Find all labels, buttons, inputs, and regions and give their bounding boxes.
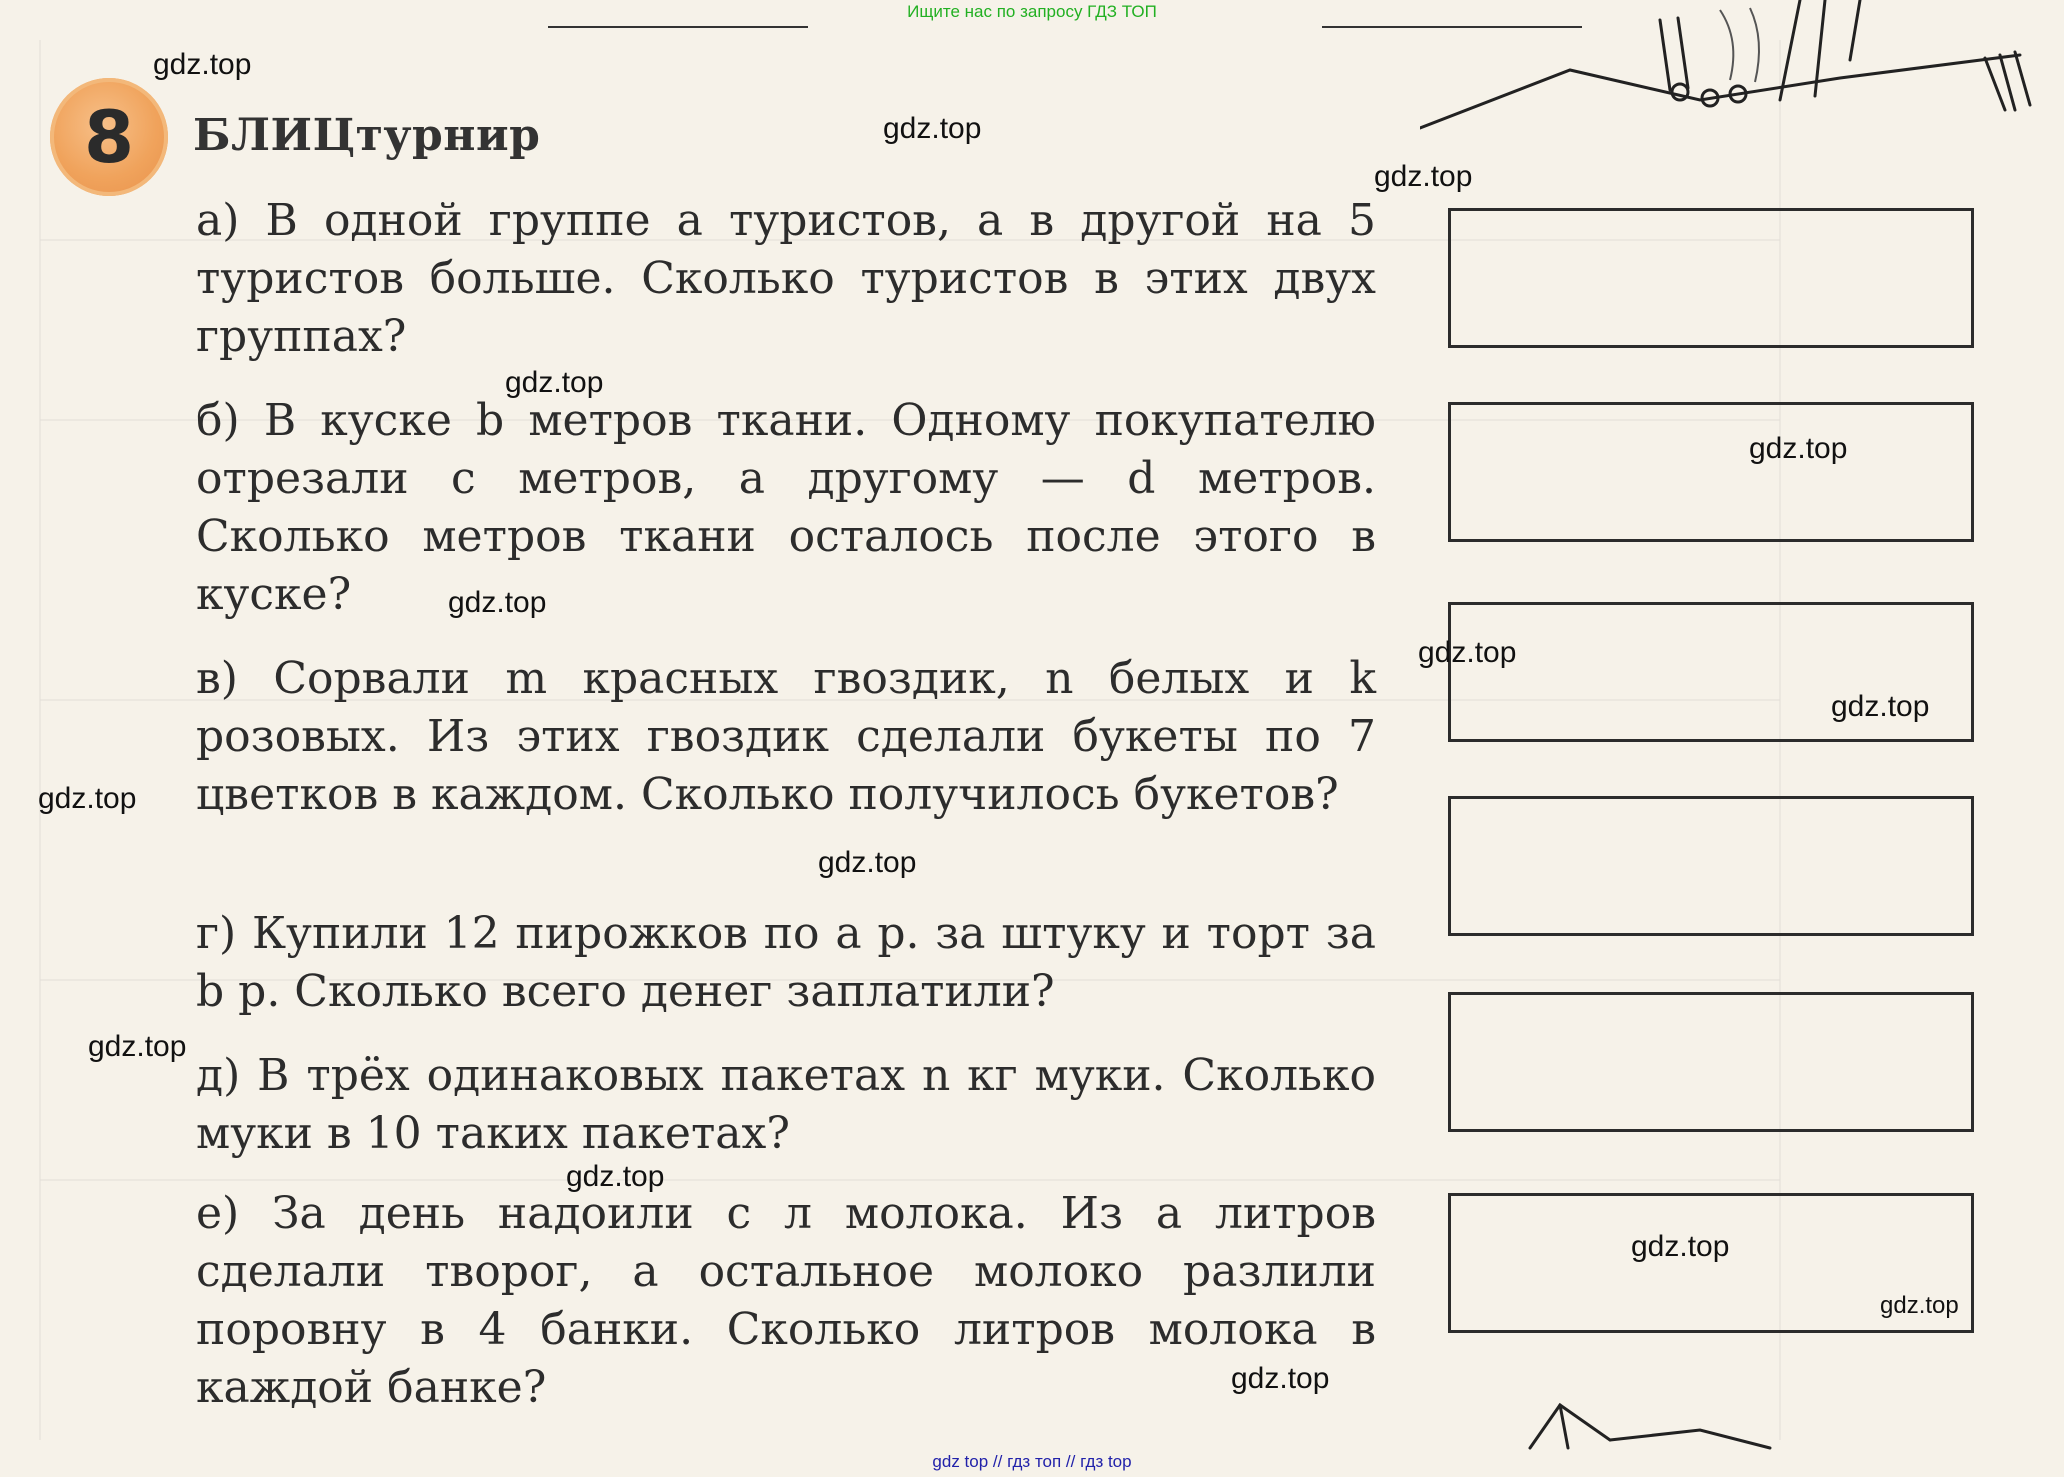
task-label: б) — [196, 395, 240, 446]
task-label: г) — [196, 908, 237, 959]
watermark: gdz.top — [818, 846, 917, 879]
watermark: gdz.top — [1374, 160, 1473, 193]
task-label: а) — [196, 195, 240, 246]
answer-box-d[interactable] — [1448, 992, 1974, 1132]
watermark: gdz.top — [153, 48, 252, 81]
top-rule-left — [548, 26, 808, 28]
watermark: gdz.top — [1831, 690, 1930, 723]
owl-on-rope-drawing — [1420, 0, 2040, 140]
task-text: В куске b метров ткани. Одному покупателю отрезали c метров, а другому — d метров. Сколько метров ткани осталось после этого в куске? — [196, 395, 1376, 620]
watermark: gdz.top — [505, 366, 604, 399]
watermark: gdz.top — [448, 586, 547, 619]
watermark: gdz.top — [88, 1030, 187, 1063]
task-label: д) — [196, 1050, 241, 1101]
task-g — [196, 905, 1376, 1021]
watermark: gdz.top — [38, 782, 137, 815]
bottom-note: gdz top // гдз топ // гдз top — [932, 1452, 1132, 1471]
top-search-note: Ищите нас по запросу ГДЗ ТОП — [907, 2, 1157, 21]
answer-box-a[interactable] — [1448, 208, 1974, 348]
task-text: В одной группе a туристов, а в другой на 5 туристов больше. Сколько туристов в этих двух группах? — [196, 195, 1376, 362]
watermark: gdz.top — [883, 112, 982, 145]
watermark: gdz.top — [1880, 1292, 1959, 1319]
bottom-bird-sketch — [1500, 1400, 1800, 1450]
task-e — [196, 1185, 1376, 1417]
task-v — [196, 650, 1376, 824]
task-text: В трёх одинаковых пакетах n кг муки. Сколько муки в 10 таких пакетах? — [196, 1050, 1376, 1159]
watermark: gdz.top — [1231, 1362, 1330, 1395]
exercise-number: 8 — [83, 95, 135, 179]
watermark: gdz.top — [1631, 1230, 1730, 1263]
task-label: е) — [196, 1188, 240, 1239]
task-b — [196, 392, 1376, 624]
answer-box-g[interactable] — [1448, 796, 1974, 936]
watermark: gdz.top — [566, 1160, 665, 1193]
answer-box-b[interactable] — [1448, 402, 1974, 542]
task-text: Купили 12 пирожков по a р. за штуку и торт за b р. Сколько всего денег заплатили? — [196, 908, 1376, 1017]
task-text: За день надоили c л молока. Из a литров сделали творог, а остальное молоко разлили поровну в 4 банки. Сколько литров молока в каждой банке? — [196, 1188, 1376, 1413]
watermark: gdz.top — [1749, 432, 1848, 465]
task-d — [196, 1047, 1376, 1163]
task-a — [196, 192, 1376, 366]
task-text: Сорвали m красных гвоздик, n белых и k розовых. Из этих гвоздик сделали букеты по 7 цветков в каждом. Сколько получилось букетов? — [196, 653, 1376, 820]
task-label: в) — [196, 653, 238, 704]
exercise-title: БЛИЦтурнир — [193, 110, 541, 161]
watermark: gdz.top — [1418, 636, 1517, 669]
